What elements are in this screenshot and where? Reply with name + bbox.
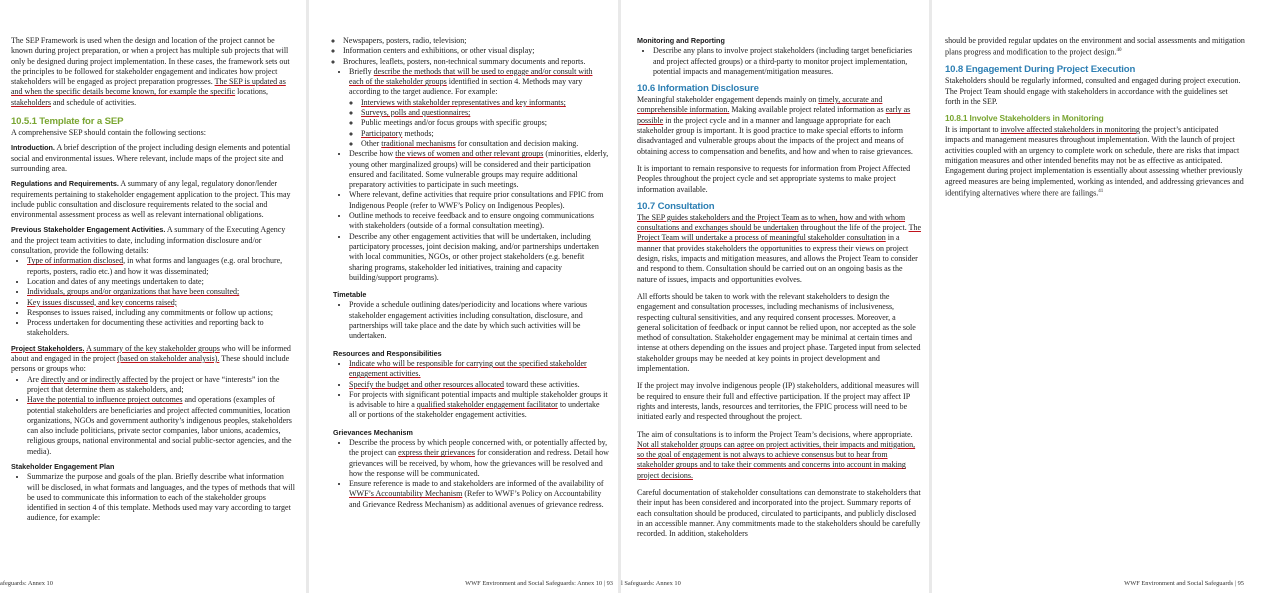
document-page-2	[309, 0, 618, 593]
heading-involve-stakeholders: 10.8.1 Involve Stakeholders in Monitoring	[945, 113, 1104, 124]
page-footer: afeguards: Annex 10	[0, 580, 53, 587]
resources-label: Resources and Responsibilities	[333, 348, 442, 358]
list-item: • Outline methods to receive feedback and to ensure ongoing communications with stakeholders (outside of a formal consultation meeting).	[349, 211, 609, 232]
list-item: • Where relevant, define activities that require prior consultations and FPIC from Indigenous People (refer to WWF’s Policy on Indigenous Peoples).	[349, 190, 609, 211]
list-item: • Summarize the purpose and goals of the plan. Briefly describe what information will be disclosed, in what formats and languages, and the types of methods that will be used to communicate this information to each of the stakeholder groups identified in section 4 of this template. Methods used may vary according to target audience, for example:	[27, 472, 296, 523]
list-item: • Have the potential to influence project outcomes and operations (examples of potential stakeholders are beneficiaries and project affected communities, location organizations, NGOs and government authority’s indigenous peoples, stakeholders can also include politicians, private sector companies, labor unions, academics, religious groups, national environmental and social public-sector agencies, and the media).	[27, 395, 296, 457]
updates-paragraph: should be provided regular updates on the environment and social assessments and mitigation plans progress and modification to the project design.$^{40}$	[945, 36, 1245, 57]
page-footer: l Safeguards: Annex 10	[621, 580, 681, 587]
previous-engagement-list	[11, 256, 296, 338]
engagement-plan-label: Stakeholder Engagement Plan	[11, 461, 115, 471]
previous-engagement-section: Previous Stakeholder Engagement Activities. A summary of the Executing Agency and the project team activities to date, including information disclosure and/or consultation, provide the following details:	[11, 225, 286, 256]
monitoring-list	[637, 46, 921, 77]
list-item: • Specify the budget and other resources allocated toward these activities.	[349, 380, 609, 390]
list-item: • Responses to issues raised, including any commitments or follow up actions;	[27, 308, 296, 318]
project-stakeholders-section: Project Stakeholders. A summary of the key stakeholder groups who will be informed about and engaged in the project (based on stakeholder analysis). These should include persons or groups who:	[11, 343, 291, 374]
information-disclosure-paragraph: Meaningful stakeholder engagement depends mainly on timely, accurate and comprehensible information. Making available project related information as early as possible in the project cycle and in a manner and language appropriate for each stakeholder group is important. It is good practice to make special efforts to inform disadvantaged and vulnerable groups about the impacts of the project and means of obtaining access to compensation and benefits, and how and when to raise grievances.	[637, 95, 913, 156]
list-item: ◦ Participatory methods;	[361, 129, 609, 139]
list-item: • Individuals, groups and/or organizations that have been consulted;	[27, 287, 296, 297]
media-list	[333, 36, 609, 67]
list-item: • Briefly describe the methods that will be used to engage and/or consult with each of the stakeholder groups identified in section 4. Methods may vary according to the target audience. For example: ◦ Interviews with stakeholder representatives and key informants; ◦ Surveys, polls and questionnaires; ◦ Public meetings and/or focus groups with specific groups; ◦ Participatory methods; ◦ Other traditional mechanisms for consultation and decision making.	[349, 67, 609, 149]
regulations-section: Regulations and Requirements. A summary of any legal, regulatory donor/lender requirements pertaining to stakeholder engagement application to the project. This may include public consultation and disclosure requirements related to the social and environmental assessment process as well as relevant international obligations.	[11, 179, 291, 220]
methods-sublist	[349, 98, 609, 149]
engagement-plan-list	[11, 472, 296, 523]
consultation-paragraph-4: The aim of consultations is to inform the Project Team’s decisions, where appropriate. Not all stakeholder groups can agree on project activities, their impacts and mitigation, so the goal of engagement is not always to achieve consensus but to hear from stakeholder groups and to take their comments and concerns into account in making project decisions.	[637, 429, 916, 480]
list-item: • Describe any plans to involve project stakeholders (including target beneficiaries and project affected groups) or a third-party to monitor project implementation, potential impacts and management/mitigation measures.	[653, 46, 921, 77]
list-item: • Process undertaken for documenting these activities and reporting back to stakeholders.	[27, 318, 296, 339]
page-footer: WWF Environment and Social Safeguards | 95	[1124, 580, 1244, 587]
information-requests-paragraph: It is important to remain responsive to requests for information from Project Affected Peoples throughout the project cycle and set appropriate systems to make project information available.	[637, 163, 911, 194]
grievances-list	[333, 438, 609, 510]
list-item: • Ensure reference is made to and stakeholders are informed of the availability of WWF’s Accountability Mechanism (Refer to WWF’s Policy on Accountability and Grievance Redress Mechanism) as additional avenues of grievance redress.	[349, 479, 609, 510]
page-footer: WWF Environment and Social Safeguards: Annex 10 | 93	[465, 580, 613, 587]
stakeholder-criteria-list	[11, 375, 296, 457]
list-item: ◦ Information centers and exhibitions, or other visual display;	[343, 46, 609, 56]
consultation-paragraph-2: All efforts should be taken to work with the relevant stakeholders to design the engagement and consultation processes, including mechanisms of inclusiveness, respecting cultural sensitivities, and any required consent processes. Moreover, a general solicitation of feedback or input cannot be relied upon, nor accepted as the sole method of consultation. Stakeholder engagement may be minimal at certain times and intense at others depending on the issues and project phase. Targeted input from selected stakeholder groups may be needed at key points in project development and implementation.	[637, 291, 921, 374]
grievances-label: Grievances Mechanism	[333, 427, 413, 437]
involve-stakeholders-paragraph: It is important to involve affected stakeholders in monitoring the project’s anticipated impacts and management measures throughout implementation. With the launch of project activities coupled with an urgency to complete work on schedule, there are risks that impact mitigation measures and other intended benefits may not be as effective as anticipated. Engagement during project implementation is essentially about assessing whether previously agreed measures are being implemented, working as intended, and addressing grievances and identifying alternatives where there are failings.$^{41}$	[945, 125, 1244, 198]
resources-list	[333, 359, 609, 421]
list-item: • Describe any other engagement activities that will be undertaken, including participatory processes, joint decision making, and/or partnerships undertaken with local communities, NGOs, or other project stakeholders (e.g. benefit sharing programs, stakeholder led initiatives, training and capacity building/support programs).	[349, 232, 609, 283]
document-page-4	[932, 0, 1272, 593]
template-intro-text: A comprehensive SEP should contain the following sections:	[11, 128, 207, 138]
list-item: • Describe how the views of women and other relevant groups (minorities, elderly, young other marginalized groups) will be considered and their participation ensured and facilitated. Some vulnerable groups may require additional preparatory activities to participate in such meetings.	[349, 149, 609, 190]
list-item: • Provide a schedule outlining dates/periodicity and locations where various stakeholder engagement activities including consultation, disclosure, and partnerships will take place and the date by which such activities will be undertaken.	[349, 300, 609, 341]
list-item: • For projects with significant potential impacts and multiple stakeholder groups it is advisable to hire a qualified stakeholder engagement facilitator to undertake all or portions of the stakeholder engagement activities.	[349, 390, 609, 421]
consultation-paragraph-5: Careful documentation of stakeholder consultations can demonstrate to stakeholders that their input has been considered and incorporated into the project. Summary reports of each consultation should be produced, circulated to participants, and publicly disclosed in an accessible manner. Any commitments made to the stakeholders should be carefully recorded. In addition, stakeholders	[637, 487, 921, 539]
consultation-paragraph-1: The SEP guides stakeholders and the Project Team as to when, how and with whom consultations and exchanges should be undertaken throughout the life of the project. The Project Team will undertake a process of meaningful stakeholder consultation in a manner that provides stakeholders the opportunities to express their views on project design, risks, impacts and mitigation measures, and allows the Project Team to consider and respond to them. Consultation should be carried out on an ongoing basis as the nature of issues, impacts and opportunities evolves.	[637, 212, 921, 284]
list-item: • Are directly and or indirectly affected by the project or have “interests” ion the project that determine them as stakeholders, and;	[27, 375, 296, 396]
list-item: • Location and dates of any meetings undertaken to date;	[27, 277, 296, 287]
page-1-content	[11, 36, 296, 524]
list-item: ◦ Brochures, leaflets, posters, non-technical summary documents and reports.	[343, 57, 609, 67]
page-2-content	[333, 36, 609, 510]
timetable-label: Timetable	[333, 290, 367, 300]
monitoring-label: Monitoring and Reporting	[637, 36, 725, 45]
introduction-section: Introduction. A brief description of the project including design elements and potential social and environmental issues. Where relevant, include maps of the project site and surrounding area.	[11, 143, 291, 173]
page-3-content	[637, 36, 921, 539]
heading-engagement-execution: 10.8 Engagement During Project Execution	[945, 64, 1136, 76]
heading-information-disclosure: 10.6 Information Disclosure	[637, 83, 759, 95]
page-4-content	[945, 36, 1245, 199]
document-page-1	[0, 0, 306, 593]
heading-template-sep: 10.5.1 Template for a SEP	[11, 116, 124, 128]
consultation-paragraph-3: If the project may involve indigenous people (IP) stakeholders, additional measures will be required to ensure their full and effective participation. If the project may affect IP rights and interests, lands, resources and territories, the FPIC process will need to be initiated early and respected throughout the project.	[637, 381, 920, 422]
list-item: • Indicate who will be responsible for carrying out the specified stakeholder engagement activities.	[349, 359, 609, 380]
list-item: ◦ Surveys, polls and questionnaires;	[361, 108, 609, 118]
timetable-list	[333, 300, 609, 341]
sep-framework-paragraph: The SEP Framework is used when the design and location of the project cannot be known during project preparation, or when a project has multiple sub projects that will only be designed during project implementation. In these cases, the framework sets out the principles to be followed for stakeholder engagement and indicates how project stakeholders will be engaged as project preparation progresses. The SEP is updated as and when the specific details become known, for example the specific locations, stakeholders and schedule of activities.	[11, 36, 290, 107]
engagement-execution-paragraph: Stakeholders should be regularly informed, consulted and engaged during project execution. The Project Team should engage with stakeholders in accordance with the guidelines set forth in the SEP.	[945, 76, 1241, 106]
list-item: ◦ Interviews with stakeholder representatives and key informants;	[361, 98, 609, 108]
document-page-3	[621, 0, 929, 593]
list-item: • Key issues discussed, and key concerns raised;	[27, 298, 296, 308]
list-item: ◦ Newspapers, posters, radio, television;	[343, 36, 609, 46]
list-item: ◦ Public meetings and/or focus groups with specific groups;	[361, 118, 609, 128]
list-item: ◦ Other traditional mechanisms for consultation and decision making.	[361, 139, 609, 149]
methods-bullets	[333, 67, 609, 283]
heading-consultation: 10.7 Consultation	[637, 200, 715, 212]
list-item: • Describe the process by which people concerned with, or potentially affected by, the project can express their grievances for consideration and redress. Detail how grievances will be received, by whom, how the grievances will be resolved and how the response will be communicated.	[349, 438, 609, 479]
list-item: • Type of information disclosed, in what forms and languages (e.g. oral brochure, reports, posters, radio etc.) and how it was disseminated;	[27, 256, 296, 277]
